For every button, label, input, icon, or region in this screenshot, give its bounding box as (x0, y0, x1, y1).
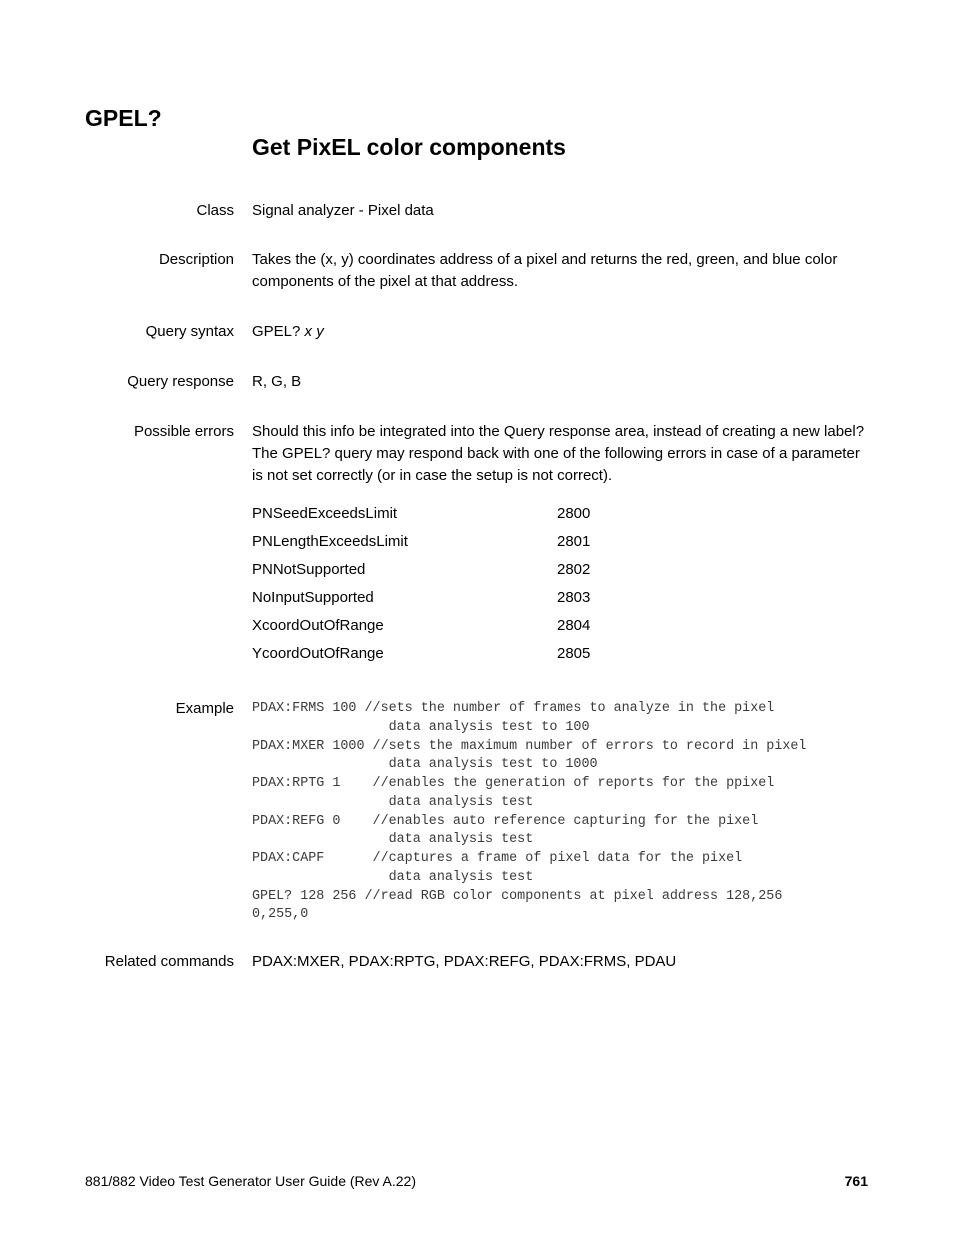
error-name: NoInputSupported (252, 589, 374, 606)
error-name: PNNotSupported (252, 561, 366, 578)
description-value: Takes the (x, y) coordinates address of a pixel and returns the red, green, and blue color components of the pixel at that address. (252, 251, 838, 290)
possible-errors-value: Should this info be integrated into the Query response area, instead of creating a new label?The GPEL? query may respond back with one of the following errors in case of a parameter is not set correctly (or in case the setup is not correct). (252, 423, 865, 484)
query-syntax-value (252, 321, 867, 343)
query-response-label: Query response (127, 373, 234, 390)
error-code: 2804 (557, 617, 591, 634)
query-syntax-label: Query syntax (145, 323, 234, 340)
error-row (252, 587, 672, 615)
error-code: 2805 (557, 645, 591, 662)
footer-guide-title: 881/882 Video Test Generator User Guide (Rev A.22) (85, 1173, 417, 1189)
error-code: 2803 (557, 589, 591, 606)
description-label: Description (158, 251, 234, 268)
error-name: YcoordOutOfRange (252, 645, 384, 662)
error-row (252, 615, 672, 643)
error-row (252, 503, 672, 531)
query-syntax-params: x y (304, 323, 324, 340)
related-commands-label: Related commands (104, 953, 234, 970)
error-code: 2800 (557, 505, 591, 522)
command-title: Get PixEL color components (252, 134, 566, 160)
error-row (252, 643, 672, 671)
error-row (252, 559, 672, 587)
error-name: XcoordOutOfRange (252, 617, 384, 634)
possible-errors-label: Possible errors (133, 423, 234, 440)
footer-page-number: 761 (844, 1173, 868, 1189)
error-code: 2802 (557, 561, 591, 578)
class-value: Signal analyzer - Pixel data (252, 202, 434, 219)
class-label: Class (196, 202, 234, 219)
error-row (252, 531, 672, 559)
example-label: Example (175, 700, 234, 717)
error-code: 2801 (557, 533, 591, 550)
error-code-table (252, 503, 672, 671)
error-name: PNLengthExceedsLimit (252, 533, 408, 550)
query-response-value: R, G, B (252, 373, 302, 390)
command-name: GPEL? (85, 105, 162, 131)
example-code-block: PDAX:FRMS 100 //sets the number of frames to analyze in the pixel data analysis test to 100 PDAX:MXER 1000 //sets the maximum number of errors to record in pixel data analysis test to 1000 PDAX:RPTG 1 //enables the generation of reports for the ppixel data analysis test PDAX:REFG 0 //enables auto reference capturing for the pixel data analysis test PDAX:CAPF //captures a frame of pixel data for the pixel data analysis test GPEL? 128 256 //read RGB color components at pixel address 128,256 0,255,0 (252, 701, 807, 923)
query-syntax-command: GPEL? (252, 323, 301, 340)
error-name: PNSeedExceedsLimit (252, 505, 398, 522)
related-commands-value: PDAX:MXER, PDAX:RPTG, PDAX:REFG, PDAX:FRMS, PDAU (252, 953, 677, 970)
